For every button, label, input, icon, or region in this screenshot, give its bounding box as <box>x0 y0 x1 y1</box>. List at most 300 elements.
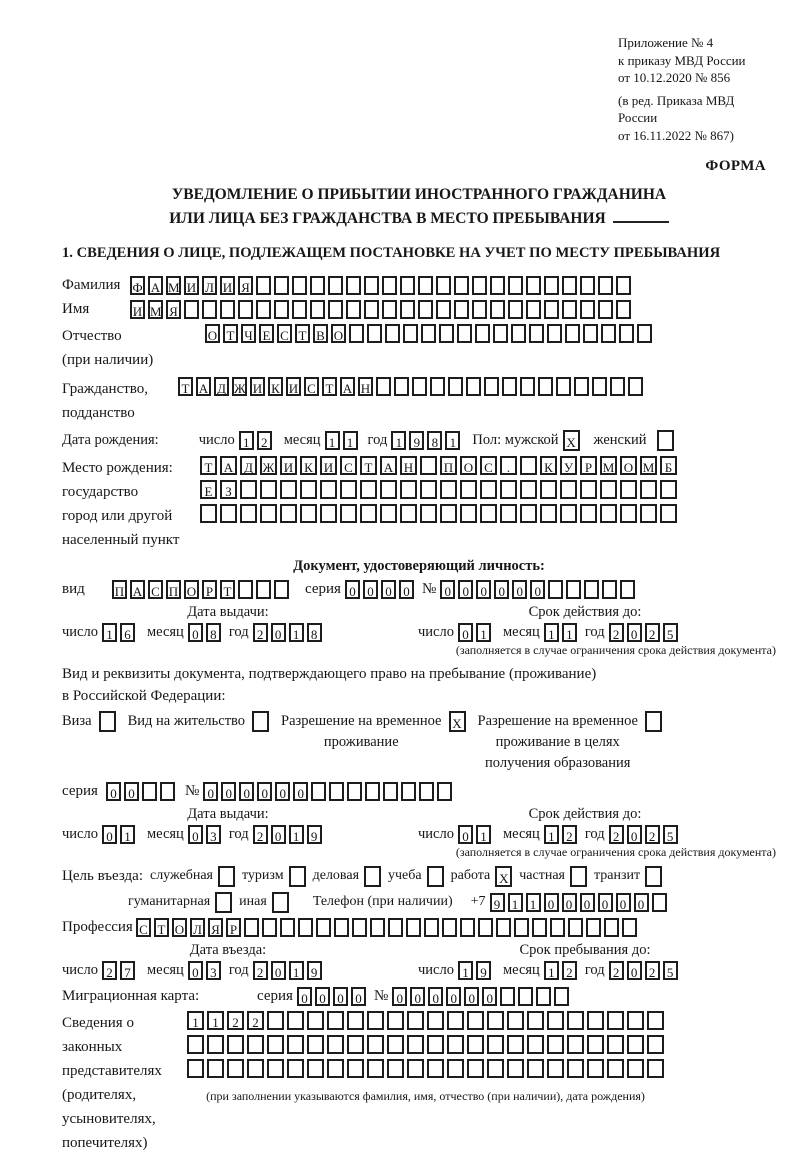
form-cell[interactable] <box>454 300 469 319</box>
form-cell[interactable]: Л <box>190 918 205 937</box>
form-cell[interactable] <box>587 1059 604 1078</box>
form-cell[interactable]: 0 <box>399 580 414 599</box>
form-cell[interactable] <box>382 276 397 295</box>
form-cell[interactable]: 1 <box>343 431 358 450</box>
form-cell[interactable] <box>247 1035 264 1054</box>
form-cell[interactable] <box>262 918 277 937</box>
form-cell[interactable] <box>310 300 325 319</box>
form-cell[interactable] <box>340 504 357 523</box>
form-cell[interactable] <box>647 1059 664 1078</box>
form-cell[interactable] <box>364 866 381 887</box>
form-cell[interactable] <box>427 1035 444 1054</box>
form-cell[interactable] <box>280 504 297 523</box>
form-cell[interactable] <box>267 1035 284 1054</box>
form-cell[interactable] <box>218 866 235 887</box>
form-cell[interactable] <box>240 504 257 523</box>
form-cell[interactable] <box>478 918 493 937</box>
form-cell[interactable]: Т <box>360 456 377 475</box>
form-cell[interactable] <box>360 504 377 523</box>
form-cell[interactable] <box>574 377 589 396</box>
form-cell[interactable] <box>480 504 497 523</box>
form-cell[interactable] <box>645 711 662 732</box>
form-cell[interactable] <box>184 300 199 319</box>
form-cell[interactable]: И <box>320 456 337 475</box>
form-cell[interactable] <box>307 1059 324 1078</box>
form-cell[interactable] <box>187 1035 204 1054</box>
form-cell[interactable]: 0 <box>482 987 497 1006</box>
form-cell[interactable] <box>334 918 349 937</box>
form-cell[interactable]: Ж <box>260 456 277 475</box>
form-cell[interactable] <box>360 480 377 499</box>
form-cell[interactable] <box>300 504 317 523</box>
form-cell[interactable] <box>556 377 571 396</box>
form-cell[interactable] <box>500 480 517 499</box>
form-cell[interactable] <box>660 504 677 523</box>
form-cell[interactable]: 2 <box>253 623 268 642</box>
form-cell[interactable] <box>487 1035 504 1054</box>
form-cell[interactable] <box>436 300 451 319</box>
form-cell[interactable] <box>437 782 452 801</box>
form-cell[interactable]: Н <box>400 456 417 475</box>
form-cell[interactable] <box>520 504 537 523</box>
form-cell[interactable]: 0 <box>124 782 139 801</box>
form-cell[interactable]: 2 <box>253 825 268 844</box>
form-cell[interactable] <box>400 276 415 295</box>
form-cell[interactable]: Ч <box>241 324 256 343</box>
form-cell[interactable]: 0 <box>257 782 272 801</box>
form-cell[interactable] <box>220 504 237 523</box>
form-cell[interactable] <box>260 504 277 523</box>
form-cell[interactable]: М <box>640 456 657 475</box>
form-cell[interactable]: 5 <box>663 623 678 642</box>
form-cell[interactable] <box>526 276 541 295</box>
form-cell[interactable] <box>536 987 551 1006</box>
form-cell[interactable]: Б <box>660 456 677 475</box>
form-cell[interactable] <box>346 300 361 319</box>
form-cell[interactable] <box>460 480 477 499</box>
form-cell[interactable] <box>466 377 481 396</box>
form-cell[interactable] <box>567 1059 584 1078</box>
form-cell[interactable] <box>507 1011 524 1030</box>
form-cell[interactable] <box>347 782 362 801</box>
form-cell[interactable]: 0 <box>271 961 286 980</box>
form-cell[interactable]: С <box>340 456 357 475</box>
form-cell[interactable] <box>562 276 577 295</box>
form-cell[interactable] <box>527 1059 544 1078</box>
form-cell[interactable]: Т <box>178 377 193 396</box>
form-cell[interactable] <box>287 1059 304 1078</box>
form-cell[interactable] <box>187 1059 204 1078</box>
form-cell[interactable] <box>160 782 175 801</box>
form-cell[interactable]: В <box>313 324 328 343</box>
form-cell[interactable]: М <box>148 300 163 319</box>
form-cell[interactable] <box>307 1035 324 1054</box>
form-cell[interactable] <box>311 782 326 801</box>
form-cell[interactable] <box>439 324 454 343</box>
form-cell[interactable]: П <box>112 580 127 599</box>
form-cell[interactable] <box>467 1035 484 1054</box>
form-cell[interactable] <box>376 377 391 396</box>
form-cell[interactable] <box>566 580 581 599</box>
form-cell[interactable]: К <box>540 456 557 475</box>
form-cell[interactable] <box>620 480 637 499</box>
form-cell[interactable] <box>567 1011 584 1030</box>
form-cell[interactable] <box>620 580 635 599</box>
form-cell[interactable] <box>527 1011 544 1030</box>
form-cell[interactable] <box>280 918 295 937</box>
form-cell[interactable] <box>467 1059 484 1078</box>
form-cell[interactable] <box>529 324 544 343</box>
form-cell[interactable] <box>540 504 557 523</box>
form-cell[interactable] <box>400 504 417 523</box>
form-cell[interactable]: 0 <box>275 782 290 801</box>
form-cell[interactable] <box>544 276 559 295</box>
form-cell[interactable]: 0 <box>203 782 218 801</box>
form-cell[interactable]: 0 <box>530 580 545 599</box>
form-cell[interactable] <box>142 782 157 801</box>
form-cell[interactable] <box>511 324 526 343</box>
form-cell[interactable] <box>520 377 535 396</box>
form-cell[interactable] <box>421 324 436 343</box>
form-cell[interactable] <box>352 918 367 937</box>
form-cell[interactable] <box>442 918 457 937</box>
form-cell[interactable] <box>547 1011 564 1030</box>
form-cell[interactable] <box>240 480 257 499</box>
form-cell[interactable] <box>583 324 598 343</box>
form-cell[interactable] <box>274 580 289 599</box>
form-cell[interactable] <box>272 892 289 913</box>
form-cell[interactable] <box>565 324 580 343</box>
form-cell[interactable] <box>400 300 415 319</box>
form-cell[interactable] <box>420 504 437 523</box>
form-cell[interactable] <box>560 504 577 523</box>
form-cell[interactable] <box>436 276 451 295</box>
form-cell[interactable] <box>607 1011 624 1030</box>
form-cell[interactable] <box>320 504 337 523</box>
form-cell[interactable]: С <box>277 324 292 343</box>
form-cell[interactable] <box>548 580 563 599</box>
form-cell[interactable] <box>520 480 537 499</box>
form-cell[interactable]: 0 <box>345 580 360 599</box>
form-cell[interactable] <box>287 1035 304 1054</box>
form-cell[interactable] <box>607 1035 624 1054</box>
form-cell[interactable]: 3 <box>206 825 221 844</box>
form-cell[interactable]: 1 <box>544 825 559 844</box>
form-cell[interactable]: 0 <box>102 825 117 844</box>
form-cell[interactable]: У <box>560 456 577 475</box>
form-cell[interactable]: С <box>304 377 319 396</box>
form-cell[interactable] <box>200 504 217 523</box>
form-cell[interactable]: Т <box>200 456 217 475</box>
form-cell[interactable]: 0 <box>598 893 613 912</box>
form-cell[interactable]: X <box>449 711 466 732</box>
form-cell[interactable] <box>252 711 269 732</box>
form-cell[interactable]: 0 <box>544 893 559 912</box>
form-cell[interactable]: 0 <box>297 987 312 1006</box>
form-cell[interactable]: 2 <box>102 961 117 980</box>
form-cell[interactable] <box>544 300 559 319</box>
form-cell[interactable] <box>407 1035 424 1054</box>
form-cell[interactable] <box>412 377 427 396</box>
form-cell[interactable] <box>447 1059 464 1078</box>
form-cell[interactable]: 0 <box>293 782 308 801</box>
form-cell[interactable]: 2 <box>609 825 624 844</box>
form-cell[interactable]: Я <box>238 276 253 295</box>
form-cell[interactable]: М <box>166 276 181 295</box>
form-cell[interactable]: 8 <box>206 623 221 642</box>
form-cell[interactable]: Н <box>358 377 373 396</box>
form-cell[interactable]: 2 <box>645 961 660 980</box>
form-cell[interactable] <box>507 1035 524 1054</box>
form-cell[interactable]: 0 <box>188 825 203 844</box>
form-cell[interactable] <box>518 987 533 1006</box>
form-cell[interactable] <box>560 480 577 499</box>
form-cell[interactable]: 0 <box>616 893 631 912</box>
form-cell[interactable] <box>620 504 637 523</box>
form-cell[interactable] <box>562 300 577 319</box>
form-cell[interactable]: 2 <box>609 623 624 642</box>
form-cell[interactable] <box>508 300 523 319</box>
form-cell[interactable]: 1 <box>207 1011 224 1030</box>
form-cell[interactable] <box>380 480 397 499</box>
form-cell[interactable] <box>340 480 357 499</box>
form-cell[interactable] <box>493 324 508 343</box>
form-cell[interactable]: Т <box>220 580 235 599</box>
form-cell[interactable]: И <box>220 276 235 295</box>
form-cell[interactable] <box>238 580 253 599</box>
form-cell[interactable] <box>364 300 379 319</box>
form-cell[interactable]: 0 <box>221 782 236 801</box>
form-cell[interactable] <box>547 324 562 343</box>
form-cell[interactable] <box>316 918 331 937</box>
form-cell[interactable]: О <box>172 918 187 937</box>
form-cell[interactable] <box>247 1059 264 1078</box>
form-cell[interactable] <box>580 276 595 295</box>
form-cell[interactable] <box>256 300 271 319</box>
form-cell[interactable] <box>99 711 116 732</box>
form-cell[interactable] <box>289 866 306 887</box>
form-cell[interactable]: А <box>220 456 237 475</box>
form-cell[interactable] <box>424 918 439 937</box>
form-cell[interactable] <box>406 918 421 937</box>
form-cell[interactable]: 0 <box>627 825 642 844</box>
form-cell[interactable] <box>587 1035 604 1054</box>
form-cell[interactable] <box>307 1011 324 1030</box>
form-cell[interactable] <box>567 1035 584 1054</box>
form-cell[interactable] <box>490 276 505 295</box>
form-cell[interactable] <box>657 430 674 451</box>
form-cell[interactable] <box>427 1059 444 1078</box>
form-cell[interactable] <box>328 276 343 295</box>
form-cell[interactable]: 9 <box>307 825 322 844</box>
form-cell[interactable]: И <box>280 456 297 475</box>
form-cell[interactable]: 0 <box>458 623 473 642</box>
form-cell[interactable] <box>627 1011 644 1030</box>
form-cell[interactable]: 0 <box>476 580 491 599</box>
form-cell[interactable] <box>215 892 232 913</box>
form-cell[interactable] <box>647 1035 664 1054</box>
form-cell[interactable] <box>640 504 657 523</box>
form-cell[interactable]: 7 <box>120 961 135 980</box>
form-cell[interactable]: Ф <box>130 276 145 295</box>
form-cell[interactable] <box>256 276 271 295</box>
form-cell[interactable]: 1 <box>544 961 559 980</box>
form-cell[interactable]: 6 <box>120 623 135 642</box>
form-cell[interactable]: 1 <box>544 623 559 642</box>
form-cell[interactable] <box>622 918 637 937</box>
form-cell[interactable]: 3 <box>206 961 221 980</box>
form-cell[interactable]: 1 <box>562 623 577 642</box>
form-cell[interactable]: И <box>184 276 199 295</box>
form-cell[interactable] <box>600 480 617 499</box>
form-cell[interactable] <box>580 300 595 319</box>
form-cell[interactable]: О <box>620 456 637 475</box>
form-cell[interactable] <box>220 300 235 319</box>
form-cell[interactable]: О <box>184 580 199 599</box>
form-cell[interactable]: Т <box>154 918 169 937</box>
form-cell[interactable]: П <box>440 456 457 475</box>
form-cell[interactable]: 0 <box>271 623 286 642</box>
form-cell[interactable] <box>207 1035 224 1054</box>
form-cell[interactable] <box>387 1011 404 1030</box>
form-cell[interactable] <box>584 580 599 599</box>
form-cell[interactable]: 0 <box>271 825 286 844</box>
form-cell[interactable] <box>600 504 617 523</box>
form-cell[interactable]: А <box>196 377 211 396</box>
form-cell[interactable] <box>447 1011 464 1030</box>
form-cell[interactable]: 0 <box>627 961 642 980</box>
form-cell[interactable] <box>487 1059 504 1078</box>
form-cell[interactable] <box>380 504 397 523</box>
form-cell[interactable]: 1 <box>391 431 406 450</box>
form-cell[interactable] <box>601 324 616 343</box>
form-cell[interactable] <box>244 918 259 937</box>
form-cell[interactable] <box>607 1059 624 1078</box>
form-cell[interactable] <box>526 300 541 319</box>
form-cell[interactable]: 2 <box>247 1011 264 1030</box>
form-cell[interactable] <box>592 377 607 396</box>
form-cell[interactable]: 1 <box>526 893 541 912</box>
form-cell[interactable]: 0 <box>464 987 479 1006</box>
form-cell[interactable]: 9 <box>490 893 505 912</box>
form-cell[interactable]: О <box>205 324 220 343</box>
form-cell[interactable] <box>616 276 631 295</box>
form-cell[interactable] <box>427 866 444 887</box>
form-cell[interactable] <box>616 300 631 319</box>
form-cell[interactable] <box>619 324 634 343</box>
form-cell[interactable]: С <box>148 580 163 599</box>
form-cell[interactable] <box>418 276 433 295</box>
form-cell[interactable] <box>367 1011 384 1030</box>
form-cell[interactable]: А <box>380 456 397 475</box>
form-cell[interactable] <box>472 276 487 295</box>
form-cell[interactable] <box>520 456 537 475</box>
form-cell[interactable] <box>502 377 517 396</box>
form-cell[interactable]: 1 <box>445 431 460 450</box>
form-cell[interactable] <box>540 480 557 499</box>
form-cell[interactable]: Д <box>214 377 229 396</box>
form-cell[interactable] <box>260 480 277 499</box>
form-cell[interactable]: X <box>495 866 512 887</box>
form-cell[interactable]: 5 <box>663 961 678 980</box>
form-cell[interactable] <box>627 1035 644 1054</box>
form-cell[interactable]: 1 <box>458 961 473 980</box>
form-cell[interactable]: 0 <box>363 580 378 599</box>
form-cell[interactable]: Л <box>202 276 217 295</box>
form-cell[interactable] <box>627 1059 644 1078</box>
form-cell[interactable] <box>347 1059 364 1078</box>
form-cell[interactable]: 1 <box>508 893 523 912</box>
form-cell[interactable] <box>457 324 472 343</box>
form-cell[interactable] <box>349 324 364 343</box>
form-cell[interactable] <box>280 480 297 499</box>
form-cell[interactable] <box>370 918 385 937</box>
form-cell[interactable] <box>367 324 382 343</box>
form-cell[interactable]: 0 <box>458 825 473 844</box>
form-cell[interactable] <box>508 276 523 295</box>
form-cell[interactable] <box>587 1011 604 1030</box>
form-cell[interactable] <box>475 324 490 343</box>
form-cell[interactable] <box>460 504 477 523</box>
form-cell[interactable] <box>454 276 469 295</box>
form-cell[interactable] <box>327 1035 344 1054</box>
form-cell[interactable] <box>388 918 403 937</box>
form-cell[interactable]: 1 <box>102 623 117 642</box>
form-cell[interactable] <box>645 866 662 887</box>
form-cell[interactable]: 0 <box>351 987 366 1006</box>
form-cell[interactable] <box>292 300 307 319</box>
form-cell[interactable]: 0 <box>440 580 455 599</box>
form-cell[interactable]: И <box>250 377 265 396</box>
form-cell[interactable] <box>274 276 289 295</box>
form-cell[interactable] <box>467 1011 484 1030</box>
form-cell[interactable]: Е <box>259 324 274 343</box>
form-cell[interactable] <box>400 480 417 499</box>
form-cell[interactable] <box>367 1035 384 1054</box>
form-cell[interactable] <box>568 918 583 937</box>
form-cell[interactable] <box>487 1011 504 1030</box>
form-cell[interactable] <box>507 1059 524 1078</box>
form-cell[interactable] <box>327 1059 344 1078</box>
form-cell[interactable] <box>227 1059 244 1078</box>
form-cell[interactable] <box>327 1011 344 1030</box>
form-cell[interactable]: Р <box>202 580 217 599</box>
form-cell[interactable] <box>610 377 625 396</box>
form-cell[interactable] <box>347 1035 364 1054</box>
form-cell[interactable] <box>407 1059 424 1078</box>
form-cell[interactable]: Т <box>223 324 238 343</box>
form-cell[interactable]: 0 <box>188 961 203 980</box>
form-cell[interactable] <box>440 480 457 499</box>
form-cell[interactable] <box>420 456 437 475</box>
form-cell[interactable] <box>346 276 361 295</box>
form-cell[interactable]: 2 <box>562 961 577 980</box>
form-cell[interactable] <box>598 276 613 295</box>
form-cell[interactable] <box>484 377 499 396</box>
form-cell[interactable]: А <box>340 377 355 396</box>
form-cell[interactable] <box>602 580 617 599</box>
form-cell[interactable] <box>419 782 434 801</box>
form-cell[interactable] <box>652 893 667 912</box>
form-cell[interactable]: 1 <box>239 431 254 450</box>
form-cell[interactable]: И <box>130 300 145 319</box>
form-cell[interactable]: 8 <box>427 431 442 450</box>
form-cell[interactable] <box>490 300 505 319</box>
form-cell[interactable]: А <box>148 276 163 295</box>
form-cell[interactable] <box>267 1059 284 1078</box>
form-cell[interactable]: 0 <box>410 987 425 1006</box>
form-cell[interactable] <box>514 918 529 937</box>
